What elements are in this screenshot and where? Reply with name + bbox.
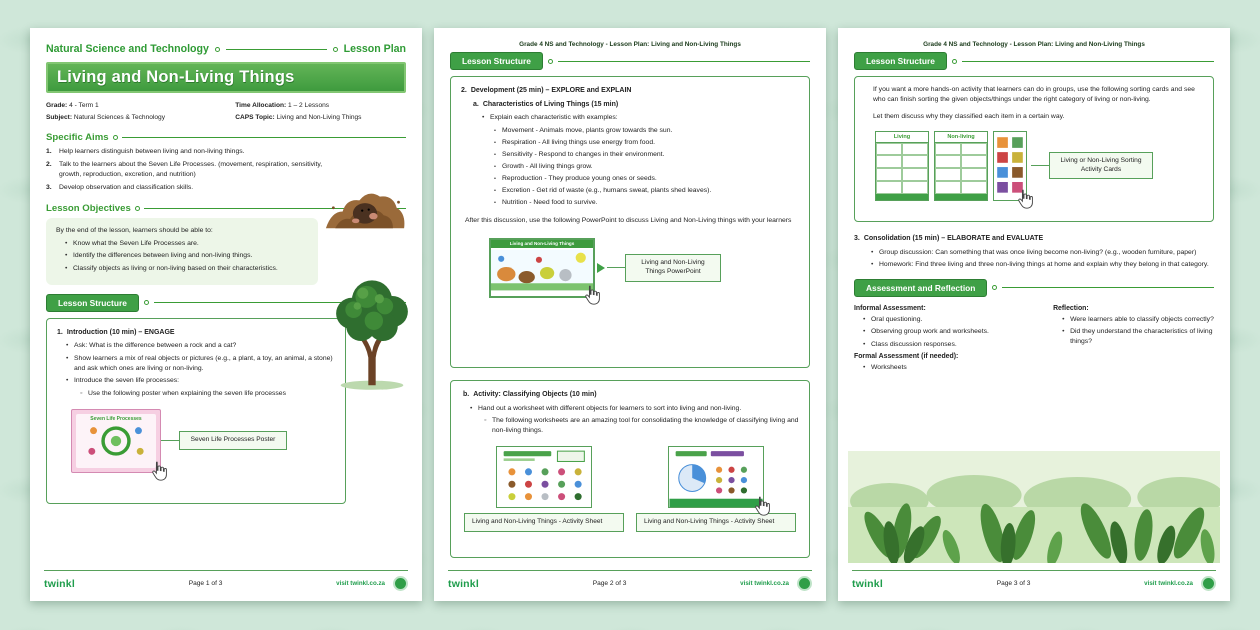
lesson-plan-page-2	[434, 28, 826, 601]
meta-grade: Grade: 4 - Term 1	[46, 102, 99, 109]
poster-art: Seven Life Processes	[76, 414, 156, 468]
decorative-line	[558, 61, 810, 62]
connector-line	[607, 267, 625, 268]
objectives-intro: By the end of the lesson, learners should be able to:	[56, 226, 213, 234]
objective-item: • Know what the Seven Life Processes are.	[64, 239, 308, 249]
powerpoint-caption: Living and Non-Living Things PowerPoint	[625, 254, 721, 282]
aim-item: Help learners distinguish between living and non-living things.	[59, 148, 245, 156]
assessment-label-row	[854, 279, 1214, 297]
visit-link[interactable]: visit twinkl.co.za	[740, 580, 789, 587]
objectives-box	[46, 218, 318, 285]
visit-link[interactable]: visit twinkl.co.za	[1144, 580, 1193, 587]
consolidation-bullet: • Group discussion: Can something that was once living become non-living? (e.g., wooden furniture, paper)	[870, 248, 1214, 258]
worksheet-2-thumbnail[interactable]	[668, 446, 764, 508]
poster-graphic	[76, 422, 156, 460]
characteristic-item: • Movement - Animals move, plants grow towards the sun.	[493, 126, 799, 136]
after-discussion-text: After this discussion, use the following PowerPoint to discuss Living and Non-Living things with your learners	[465, 216, 792, 224]
lesson-meta	[46, 101, 406, 122]
card-footer-strip	[876, 194, 928, 200]
sorting-paragraph-1: If you want a more hands-on activity that learners can do in groups, use the following sorting cards and see who can finish sorting the given objects/things under the right category of living or non-living.	[873, 86, 1195, 104]
powerpoint-art	[491, 248, 593, 292]
activity-bullet: • Hand out a worksheet with different objects for learners to sort into living and non-living.	[469, 404, 799, 414]
lesson-structure-label: Lesson Structure	[46, 294, 139, 312]
specific-aims-heading: Specific Aims	[46, 132, 109, 144]
worksheet-2-art	[669, 447, 763, 507]
worksheet-1-thumbnail[interactable]	[496, 446, 592, 508]
lesson-structure-label-row	[450, 52, 810, 70]
intro-bullet: • Introduce the seven life processes:	[65, 376, 335, 386]
introduction-heading: 1. Introduction (10 min) – ENGAGE	[57, 328, 175, 336]
informal-bullet: • Observing group work and worksheets.	[862, 327, 1039, 337]
consolidation-section	[854, 234, 1214, 270]
reflection-bullet: • Were learners able to classify objects correctly?	[1061, 315, 1214, 325]
connector-line	[1031, 165, 1049, 166]
meta-time: Time Allocation: 1 – 2 Lessons	[235, 102, 330, 109]
characteristic-item: • Reproduction - They produce young ones or seeds.	[493, 174, 799, 184]
characteristic-item: • Sensitivity - Respond to changes in their environment.	[493, 150, 799, 160]
activity-sub-bullet: ◦ The following worksheets are an amazing tool for consolidating the knowledge of classifying living and non-living things.	[483, 416, 799, 436]
sorting-caption: Living or Non-Living Sorting Activity Cards	[1049, 152, 1153, 180]
page-number: Page 1 of 3	[188, 580, 223, 587]
assessment-columns	[854, 302, 1214, 375]
lesson-plan-page-1	[30, 28, 422, 601]
specific-aims-heading-row	[46, 132, 406, 143]
doc-type-label: Lesson Plan	[343, 43, 406, 55]
lesson-structure-label: Lesson Structure	[854, 52, 947, 70]
aim-item: Talk to the learners about the Seven Life Processes. (movement, respiration, sensitivity, growth, reproduction, excretion, and nutrition)	[59, 161, 323, 179]
cursor-icon	[753, 496, 770, 516]
lesson-plan-page-3	[838, 28, 1230, 601]
decorative-ring	[215, 47, 220, 52]
characteristic-item: • Excretion - Get rid of waste (e.g., humans sweat, plants shed leaves).	[493, 186, 799, 196]
page-footer	[448, 570, 812, 591]
twinkl-badge	[1201, 576, 1216, 591]
decorative-ring	[333, 47, 338, 52]
formal-assessment-title: Formal Assessment (if needed):	[854, 352, 959, 360]
intro-bullet: • Show learners a mix of real objects or pictures (e.g., a plant, a toy, an animal, a stone) and ask which ones are living or non-living.	[65, 354, 335, 374]
sub-section-b-heading: b. Activity: Classifying Objects (10 min)	[463, 391, 597, 398]
page-title: Living and Non-Living Things	[46, 62, 406, 93]
objective-item: • Classify objects as living or non-living based on their characteristics.	[64, 264, 308, 274]
subject-header: Natural Science and Technology	[46, 43, 209, 55]
poster-thumbnail[interactable]	[71, 409, 161, 473]
reflection-bullet: • Did they understand the characteristics of living things?	[1061, 327, 1214, 347]
meta-caps: CAPS Topic: Living and Non-Living Things	[235, 114, 362, 122]
explain-bullet: • Explain each characteristic with examples:	[481, 113, 799, 123]
decorative-ring	[992, 285, 997, 290]
informal-bullet: • Oral questioning.	[862, 315, 1039, 325]
informal-bullet: • Class discussion responses.	[862, 340, 1039, 350]
card-footer-strip	[935, 194, 987, 200]
page-footer	[852, 570, 1216, 591]
introduction-box	[46, 318, 346, 504]
intro-sub-bullet: ◦ Use the following poster when explaining the seven life processes	[79, 389, 335, 399]
consolidation-heading: 3. Consolidation (15 min) – ELABORATE and EVALUATE	[854, 235, 1044, 242]
poster-resource-row	[71, 409, 335, 473]
connector-line	[161, 440, 179, 441]
twinkl-logo: twinkl	[448, 577, 479, 590]
decorative-ring	[548, 59, 553, 64]
decorative-line	[122, 137, 406, 138]
powerpoint-thumb-title: Living and Non-Living Things	[491, 240, 593, 248]
running-header: Grade 4 NS and Technology - Lesson Plan: Living and Non-Living Things	[519, 41, 741, 48]
decorative-ring	[952, 59, 957, 64]
assessment-column	[854, 302, 1039, 375]
page-number: Page 2 of 3	[592, 580, 627, 587]
sorting-card-nonliving[interactable]: Non-living	[934, 131, 988, 201]
sorting-grid	[935, 143, 987, 194]
consolidation-bullet: • Homework: Find three living and three non-living things at home and explain why they belong in that category.	[870, 260, 1214, 270]
decorative-ring	[113, 135, 118, 140]
decorative-line	[226, 49, 327, 50]
plants-illustration	[848, 451, 1220, 563]
sorting-paragraph-2: Let them discuss why they classified each item in a certain way.	[873, 113, 1065, 121]
worksheet-1-art	[497, 447, 591, 507]
mole-illustration	[322, 178, 408, 232]
cursor-icon	[1016, 189, 1033, 209]
play-arrow-icon	[597, 263, 605, 273]
characteristic-item: • Nutrition - Need food to survive.	[493, 198, 799, 208]
development-heading: 2. Development (25 min) – EXPLORE and EXPLAIN	[461, 87, 632, 94]
worksheet-2-column	[636, 446, 796, 532]
activity-box	[450, 380, 810, 558]
worksheet-2-caption: Living and Non-Living Things - Activity Sheet	[636, 513, 796, 532]
decorative-line	[1002, 287, 1214, 288]
formal-bullet: • Worksheets	[862, 363, 1039, 373]
decorative-ring	[144, 300, 149, 305]
lesson-structure-label: Lesson Structure	[450, 52, 543, 70]
informal-assessment-title: Informal Assessment:	[854, 304, 926, 312]
page1-header	[46, 43, 406, 55]
powerpoint-thumbnail[interactable]	[489, 238, 595, 298]
lesson-structure-label-row	[854, 52, 1214, 70]
characteristic-item: • Respiration - All living things use energy from food.	[493, 138, 799, 148]
sorting-card-objects[interactable]	[993, 131, 1027, 201]
sub-section-a-heading: a. Characteristics of Living Things (15 min)	[473, 100, 619, 108]
specific-aims-list	[46, 147, 332, 192]
meta-subject: Subject: Natural Sciences & Technology	[46, 114, 166, 122]
cursor-icon	[583, 285, 600, 305]
worksheet-1-caption: Living and Non-Living Things - Activity Sheet	[464, 513, 624, 532]
decorative-line	[962, 61, 1214, 62]
worksheet-resource-row	[461, 446, 799, 532]
reflection-column	[1053, 302, 1214, 375]
poster-caption: Seven Life Processes Poster	[179, 431, 287, 450]
visit-link[interactable]: visit twinkl.co.za	[336, 580, 385, 587]
characteristic-item: • Growth - All living things grow.	[493, 162, 799, 172]
twinkl-badge	[393, 576, 408, 591]
assessment-label: Assessment and Reflection	[854, 279, 987, 297]
page-footer	[44, 570, 408, 591]
worksheet-1-column	[464, 446, 624, 532]
decorative-ring	[135, 206, 140, 211]
lesson-objectives-heading: Lesson Objectives	[46, 202, 131, 214]
aim-item: Develop observation and classification skills.	[59, 183, 194, 191]
sorting-cards-row	[875, 131, 1203, 201]
sorting-activity-box	[854, 76, 1214, 222]
sorting-grid	[876, 143, 928, 194]
tree-illustration	[326, 268, 418, 392]
twinkl-logo: twinkl	[44, 577, 75, 590]
objective-item: • Identify the differences between living and non-living things.	[64, 251, 308, 261]
sorting-card-living[interactable]: Living	[875, 131, 929, 201]
twinkl-badge	[797, 576, 812, 591]
cursor-icon	[150, 461, 167, 481]
running-header: Grade 4 NS and Technology - Lesson Plan: Living and Non-Living Things	[923, 41, 1145, 48]
intro-bullet: • Ask: What is the difference between a rock and a cat?	[65, 341, 335, 351]
twinkl-logo: twinkl	[852, 577, 883, 590]
page-number: Page 3 of 3	[996, 580, 1031, 587]
reflection-title: Reflection:	[1053, 304, 1089, 312]
powerpoint-resource-row	[489, 238, 799, 298]
development-box	[450, 76, 810, 368]
